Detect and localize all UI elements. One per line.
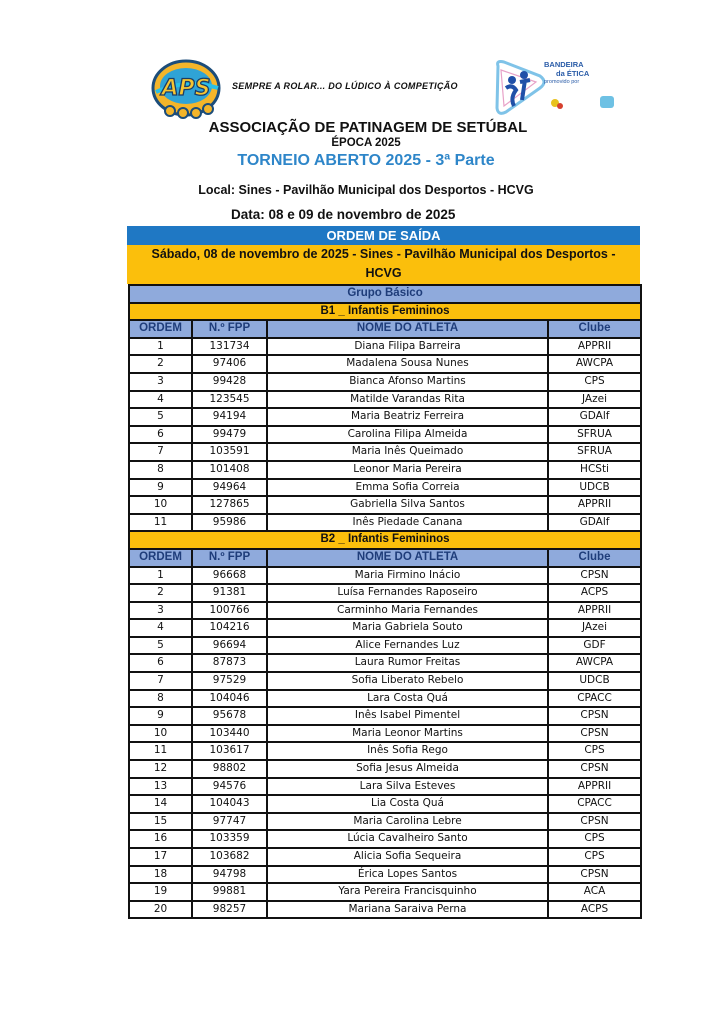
cell-club: JAzei — [548, 619, 641, 637]
event-title: TORNEIO ABERTO 2025 - 3ª Parte — [237, 152, 495, 169]
session-line-1: Sábado, 08 de novembro de 2025 - Sines - Pavilhão Municipal dos Desportos - — [151, 247, 616, 261]
cell-ordem: 14 — [129, 795, 192, 813]
cell-ordem: 1 — [129, 338, 192, 356]
cell-club: CPSN — [548, 866, 641, 884]
org-title: ASSOCIAÇÃO DE PATINAGEM DE SETÚBAL — [208, 119, 528, 136]
cell-club: AWCPA — [548, 355, 641, 373]
cell-club: APPRII — [548, 602, 641, 620]
bandeira-line: BANDEIRA — [544, 60, 584, 69]
cell-ordem: 11 — [129, 742, 192, 760]
table-row — [129, 848, 641, 866]
cell-ordem: 13 — [129, 778, 192, 796]
cell-club: CPSN — [548, 707, 641, 725]
cell-athlete-name: Maria Gabriela Souto — [267, 619, 548, 637]
table-row — [129, 391, 641, 409]
table-row — [129, 637, 641, 655]
cell-athlete-name: Gabriella Silva Santos — [267, 496, 548, 514]
aps-logo — [150, 58, 222, 120]
column-header-nome: NOME DO ATLETA — [267, 320, 548, 338]
cell-ordem: 7 — [129, 443, 192, 461]
svg-text:APS: APS — [161, 76, 211, 101]
cell-club: CPS — [548, 830, 641, 848]
cell-athlete-name: Lara Silva Esteves — [267, 778, 548, 796]
table-row — [129, 338, 641, 356]
cell-fpp: 101408 — [192, 461, 267, 479]
cell-fpp: 123545 — [192, 391, 267, 409]
table-row — [129, 778, 641, 796]
cell-athlete-name: Matilde Varandas Rita — [267, 391, 548, 409]
bandeira-etica-text — [544, 60, 589, 87]
cell-fpp: 94194 — [192, 408, 267, 426]
cell-club: SFRUA — [548, 443, 641, 461]
cell-ordem: 15 — [129, 813, 192, 831]
column-header-clube: Clube — [548, 320, 641, 338]
cell-fpp: 91381 — [192, 584, 267, 602]
cell-athlete-name: Maria Inês Queimado — [267, 443, 548, 461]
cell-ordem: 9 — [129, 707, 192, 725]
cell-club: APPRII — [548, 496, 641, 514]
table-row — [129, 619, 641, 637]
cell-fpp: 95678 — [192, 707, 267, 725]
table-row — [129, 584, 641, 602]
cell-fpp: 98802 — [192, 760, 267, 778]
cell-fpp: 97406 — [192, 355, 267, 373]
column-header-ordem: ORDEM — [129, 549, 192, 567]
column-header-clube: Clube — [548, 549, 641, 567]
column-header-fpp: N.º FPP — [192, 320, 267, 338]
table-row — [129, 426, 641, 444]
cell-ordem: 3 — [129, 602, 192, 620]
cell-ordem: 9 — [129, 479, 192, 497]
cell-athlete-name: Sofia Liberato Rebelo — [267, 672, 548, 690]
cell-athlete-name: Yara Pereira Francisquinho — [267, 883, 548, 901]
event-date: Data: 08 e 09 de novembro de 2025 — [231, 207, 456, 222]
table-row — [129, 901, 641, 919]
cell-ordem: 20 — [129, 901, 192, 919]
cell-ordem: 2 — [129, 584, 192, 602]
cell-ordem: 19 — [129, 883, 192, 901]
cell-club: ACPS — [548, 901, 641, 919]
cell-fpp: 103440 — [192, 725, 267, 743]
cell-ordem: 5 — [129, 408, 192, 426]
table-row — [129, 496, 641, 514]
cell-club: UDCB — [548, 672, 641, 690]
order-title-band: ORDEM DE SAÍDA — [127, 226, 640, 245]
cell-club: GDAlf — [548, 514, 641, 532]
cell-fpp: 95986 — [192, 514, 267, 532]
cell-club: HCSti — [548, 461, 641, 479]
cell-fpp: 94576 — [192, 778, 267, 796]
cell-club: CPACC — [548, 795, 641, 813]
cell-ordem: 11 — [129, 514, 192, 532]
cell-fpp: 104043 — [192, 795, 267, 813]
cell-fpp: 99881 — [192, 883, 267, 901]
cell-athlete-name: Diana Filipa Barreira — [267, 338, 548, 356]
cell-fpp: 87873 — [192, 654, 267, 672]
cell-fpp: 127865 — [192, 496, 267, 514]
promovido-line: promovido por — [544, 79, 580, 85]
cell-ordem: 4 — [129, 619, 192, 637]
cell-club: AWCPA — [548, 654, 641, 672]
cell-athlete-name: Emma Sofia Correia — [267, 479, 548, 497]
column-header-row — [129, 549, 641, 567]
table-row — [129, 373, 641, 391]
cell-athlete-name: Luísa Fernandes Raposeiro — [267, 584, 548, 602]
table-row — [129, 602, 641, 620]
cell-athlete-name: Érica Lopes Santos — [267, 866, 548, 884]
cell-club: SFRUA — [548, 426, 641, 444]
table-row — [129, 514, 641, 532]
category-row — [129, 531, 641, 549]
cell-ordem: 10 — [129, 725, 192, 743]
tagline: SEMPRE A ROLAR... DO LÚDICO À COMPETIÇÃO — [232, 81, 458, 91]
table-row — [129, 883, 641, 901]
cell-fpp: 99428 — [192, 373, 267, 391]
cell-club: CPSN — [548, 567, 641, 585]
cell-fpp: 94798 — [192, 866, 267, 884]
cell-ordem: 1 — [129, 567, 192, 585]
table-row — [129, 672, 641, 690]
season: ÉPOCA 2025 — [331, 137, 401, 149]
table-row — [129, 742, 641, 760]
cell-athlete-name: Carminho Maria Fernandes — [267, 602, 548, 620]
session-band — [127, 245, 640, 284]
table-row — [129, 760, 641, 778]
cell-club: APPRII — [548, 338, 641, 356]
cell-club: CPSN — [548, 813, 641, 831]
table-row — [129, 443, 641, 461]
cell-ordem: 16 — [129, 830, 192, 848]
category-row — [129, 303, 641, 321]
cell-ordem: 3 — [129, 373, 192, 391]
table-row — [129, 795, 641, 813]
column-header-fpp: N.º FPP — [192, 549, 267, 567]
cell-athlete-name: Maria Beatriz Ferreira — [267, 408, 548, 426]
cell-ordem: 6 — [129, 426, 192, 444]
cell-athlete-name: Inês Sofia Rego — [267, 742, 548, 760]
cell-club: CPACC — [548, 690, 641, 708]
category-title: B2 _ Infantis Femininos — [129, 531, 641, 549]
cell-athlete-name: Carolina Filipa Almeida — [267, 426, 548, 444]
cell-athlete-name: Inês Isabel Pimentel — [267, 707, 548, 725]
cell-club: CPS — [548, 848, 641, 866]
table-row — [129, 830, 641, 848]
cell-club: APPRII — [548, 778, 641, 796]
cell-athlete-name: Lia Costa Quá — [267, 795, 548, 813]
cell-athlete-name: Inês Piedade Canana — [267, 514, 548, 532]
cell-fpp: 96694 — [192, 637, 267, 655]
table-row — [129, 725, 641, 743]
cell-athlete-name: Maria Carolina Lebre — [267, 813, 548, 831]
cell-athlete-name: Lúcia Cavalheiro Santo — [267, 830, 548, 848]
cell-club: GDF — [548, 637, 641, 655]
cell-fpp: 103617 — [192, 742, 267, 760]
cell-club: UDCB — [548, 479, 641, 497]
cell-fpp: 103682 — [192, 848, 267, 866]
column-header-row — [129, 320, 641, 338]
cell-fpp: 131734 — [192, 338, 267, 356]
cell-club: CPSN — [548, 725, 641, 743]
cell-fpp: 97529 — [192, 672, 267, 690]
cell-ordem: 10 — [129, 496, 192, 514]
cell-fpp: 104216 — [192, 619, 267, 637]
cell-fpp: 99479 — [192, 426, 267, 444]
cell-ordem: 17 — [129, 848, 192, 866]
group-title: Grupo Básico — [129, 285, 641, 303]
cell-fpp: 104046 — [192, 690, 267, 708]
cell-ordem: 8 — [129, 461, 192, 479]
cell-club: GDAlf — [548, 408, 641, 426]
cell-fpp: 103359 — [192, 830, 267, 848]
cell-athlete-name: Mariana Saraiva Perna — [267, 901, 548, 919]
cell-athlete-name: Laura Rumor Freitas — [267, 654, 548, 672]
table-row — [129, 813, 641, 831]
column-header-ordem: ORDEM — [129, 320, 192, 338]
cell-athlete-name: Bianca Afonso Martins — [267, 373, 548, 391]
group-row — [129, 285, 641, 303]
cell-athlete-name: Maria Firmino Inácio — [267, 567, 548, 585]
cell-club: ACA — [548, 883, 641, 901]
cell-athlete-name: Alice Fernandes Luz — [267, 637, 548, 655]
cell-club: CPS — [548, 373, 641, 391]
table-row — [129, 707, 641, 725]
column-header-nome: NOME DO ATLETA — [267, 549, 548, 567]
table-row — [129, 461, 641, 479]
cell-fpp: 97747 — [192, 813, 267, 831]
cell-ordem: 12 — [129, 760, 192, 778]
cell-ordem: 5 — [129, 637, 192, 655]
table-row — [129, 479, 641, 497]
table-row — [129, 866, 641, 884]
table-row — [129, 567, 641, 585]
cell-club: ACPS — [548, 584, 641, 602]
table-row — [129, 690, 641, 708]
cell-club: JAzei — [548, 391, 641, 409]
location: Local: Sines - Pavilhão Municipal dos Desportos - HCVG — [198, 183, 534, 197]
cell-athlete-name: Lara Costa Quá — [267, 690, 548, 708]
cell-ordem: 2 — [129, 355, 192, 373]
cell-fpp: 103591 — [192, 443, 267, 461]
etica-line: da ÉTICA — [556, 69, 590, 78]
cell-club: CPS — [548, 742, 641, 760]
cell-athlete-name: Madalena Sousa Nunes — [267, 355, 548, 373]
table-row — [129, 654, 641, 672]
cell-fpp: 98257 — [192, 901, 267, 919]
cell-ordem: 4 — [129, 391, 192, 409]
start-order-table — [128, 284, 642, 919]
table-row — [129, 408, 641, 426]
cell-club: CPSN — [548, 760, 641, 778]
cell-athlete-name: Leonor Maria Pereira — [267, 461, 548, 479]
cell-fpp: 96668 — [192, 567, 267, 585]
cell-ordem: 6 — [129, 654, 192, 672]
cell-fpp: 100766 — [192, 602, 267, 620]
cell-ordem: 18 — [129, 866, 192, 884]
cell-fpp: 94964 — [192, 479, 267, 497]
cell-ordem: 8 — [129, 690, 192, 708]
cell-athlete-name: Sofia Jesus Almeida — [267, 760, 548, 778]
cell-athlete-name: Maria Leonor Martins — [267, 725, 548, 743]
table-row — [129, 355, 641, 373]
session-line-2: HCVG — [365, 266, 402, 280]
cell-athlete-name: Alicia Sofia Sequeira — [267, 848, 548, 866]
cell-ordem: 7 — [129, 672, 192, 690]
category-title: B1 _ Infantis Femininos — [129, 303, 641, 321]
